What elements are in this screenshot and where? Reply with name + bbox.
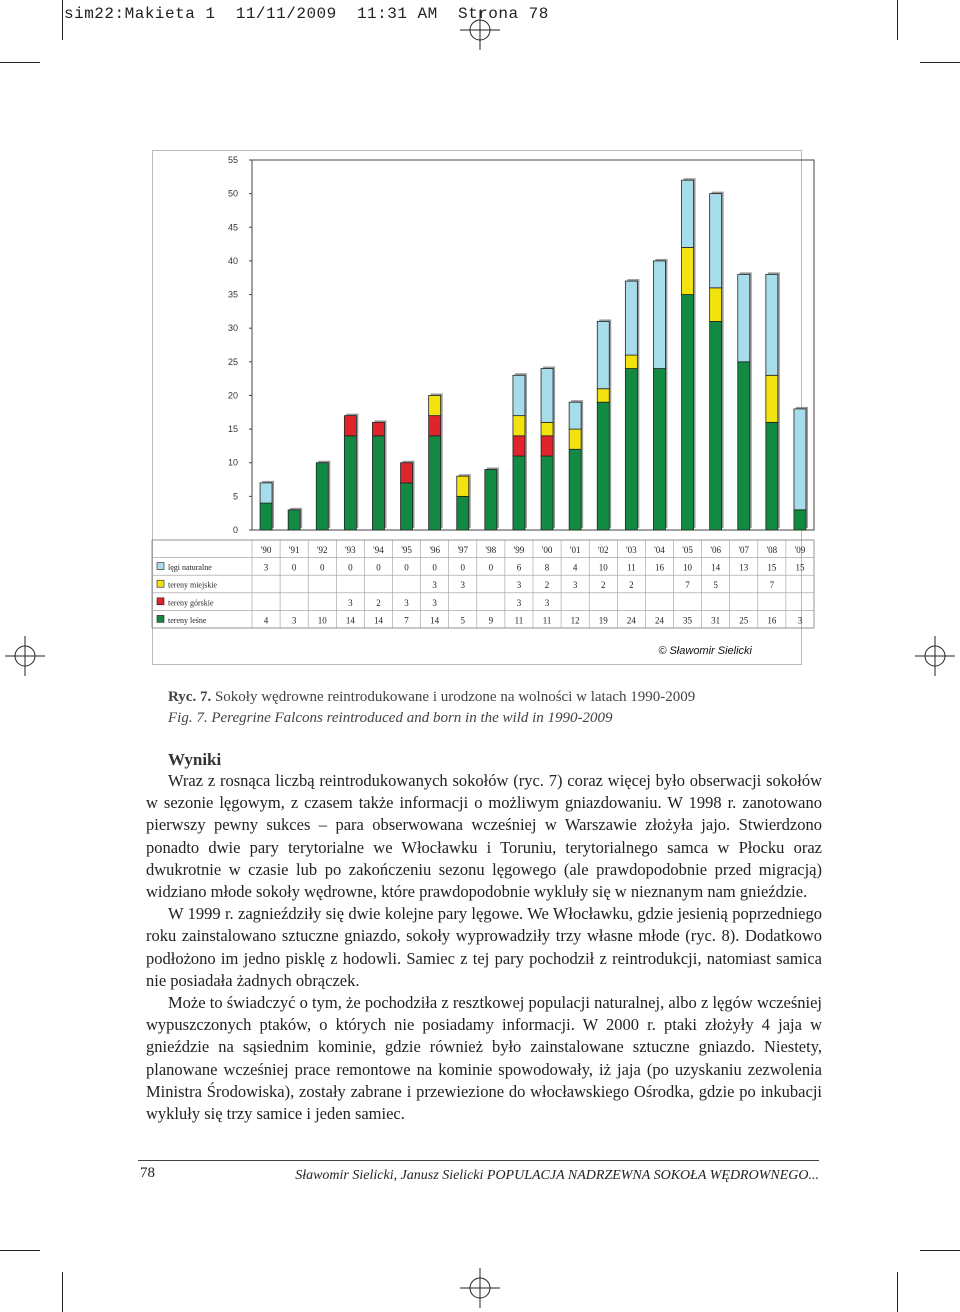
legend-swatch bbox=[157, 580, 164, 587]
legend-swatch bbox=[157, 598, 164, 605]
table-cell: 10 bbox=[598, 562, 608, 573]
table-cell: 3 bbox=[460, 580, 465, 591]
table-cell: 0 bbox=[376, 562, 381, 573]
bar-segment bbox=[794, 409, 806, 510]
x-tick-label: '06 bbox=[710, 545, 721, 555]
bar-segment bbox=[738, 274, 750, 361]
table-cell: 0 bbox=[460, 562, 465, 573]
table-cell: 6 bbox=[516, 562, 522, 573]
table-cell: 0 bbox=[488, 562, 494, 573]
page-number: 78 bbox=[140, 1165, 155, 1181]
bar-segment bbox=[429, 416, 441, 436]
y-tick-label: 5 bbox=[232, 491, 238, 502]
table-cell: 7 bbox=[769, 580, 775, 591]
x-tick-label: '96 bbox=[429, 545, 440, 555]
bar-segment bbox=[710, 194, 722, 288]
x-tick-label: '02 bbox=[597, 545, 609, 555]
paragraph: W 1999 r. zagnieździły się dwie kolejne pary lęgowe. We Włocławku, gdzie jesienią poprzedniego roku zainstalowano sztuczne gniazdo, sokoły wyprowadziły trzy własne młode (ryc. 8). Dodatkowo podłożono im jedno pisklę z hodowli. Samiec z tej pary pochodził z reintrodukcji, natomiast samica nie posiadała żadnych obrączek. bbox=[146, 904, 822, 990]
table-cell: 16 bbox=[767, 615, 777, 626]
table-cell: 3 bbox=[797, 615, 803, 626]
table-cell: 2 bbox=[601, 580, 606, 591]
bar-segment bbox=[541, 369, 553, 423]
bar-segment bbox=[401, 483, 413, 530]
running-head: Sławomir Sielicki, Janusz Sielicki POPULACJA NADRZEWNA SOKOŁA WĘDROWNEGO... bbox=[295, 1168, 819, 1183]
x-tick-label: '01 bbox=[569, 545, 581, 555]
y-tick-label: 15 bbox=[227, 424, 238, 435]
table-cell: 8 bbox=[544, 562, 550, 573]
table-cell: 31 bbox=[711, 615, 721, 626]
y-tick-label: 55 bbox=[227, 155, 238, 165]
falcon-chart-svg bbox=[152, 150, 806, 665]
x-tick-label: '09 bbox=[794, 545, 806, 555]
bar-segment bbox=[485, 469, 497, 530]
table-cell: 7 bbox=[685, 580, 690, 591]
bar-segment bbox=[513, 416, 525, 436]
table-cell: 3 bbox=[291, 615, 297, 626]
registration-mark-right bbox=[915, 636, 955, 676]
legend-label: tereny miejskie bbox=[168, 580, 218, 590]
bar-segment bbox=[625, 281, 637, 355]
table-cell: 3 bbox=[516, 597, 522, 608]
crop-mark bbox=[62, 1272, 63, 1312]
bar-segment bbox=[541, 436, 553, 456]
table-cell: 5 bbox=[713, 580, 718, 591]
bar-segment bbox=[682, 180, 694, 247]
x-tick-label: '90 bbox=[260, 545, 272, 555]
bar-segment bbox=[597, 402, 609, 530]
y-tick-label: 40 bbox=[227, 255, 238, 266]
paragraph: Może to świadczyć o tym, że pochodziła z resztkowej populacji naturalnej, albo z lęgów wcześniej wypuszczonych ptaków, o których nie posiadamy informacji. W 2000 r. ptaki złożyły 4 jaja w gnieździe na sąsiednim kominie, gdzie również było zainstalowane sztuczne gniazdo. Niestety, planowane wcześniej prace remontowe na kominie spowodowały, iż jaja (po uzyskaniu zezwolenia Ministra Środowiska), zostały zabrane i przewiezione do włocławskiego Ośrodka, gdzie po inkubacji wykluły się trzy samice i jeden samiec. bbox=[146, 993, 822, 1124]
bar-segment bbox=[260, 503, 272, 530]
table-cell: 0 bbox=[320, 562, 325, 573]
table-cell: 2 bbox=[376, 597, 381, 608]
bar-segment bbox=[372, 422, 384, 435]
table-cell: 11 bbox=[542, 615, 552, 626]
crop-mark bbox=[0, 62, 40, 63]
bar-segment bbox=[429, 395, 441, 415]
bar-segment bbox=[260, 483, 272, 503]
table-cell: 11 bbox=[514, 615, 524, 626]
table-cell: 24 bbox=[654, 615, 664, 626]
bar-segment bbox=[653, 369, 665, 530]
table-cell: 3 bbox=[516, 580, 522, 591]
figure-caption-pl bbox=[168, 689, 695, 706]
table-cell: 3 bbox=[544, 597, 550, 608]
x-tick-label: '03 bbox=[626, 545, 637, 555]
crop-mark bbox=[897, 0, 898, 40]
registration-mark-left bbox=[5, 636, 45, 676]
table-cell: 35 bbox=[683, 615, 693, 626]
y-tick-label: 25 bbox=[227, 356, 238, 367]
bar-segment bbox=[569, 402, 581, 429]
crop-mark bbox=[62, 0, 63, 40]
bar-segment bbox=[344, 416, 356, 436]
table-cell: 14 bbox=[430, 615, 440, 626]
bar-segment bbox=[513, 436, 525, 456]
bar-segment bbox=[682, 247, 694, 294]
table-cell: 3 bbox=[263, 562, 269, 573]
legend-label: tereny leśne bbox=[168, 615, 207, 625]
x-tick-label: '98 bbox=[485, 545, 497, 555]
table-cell: 3 bbox=[404, 597, 409, 608]
plot-area bbox=[252, 160, 814, 530]
table-cell: 0 bbox=[404, 562, 409, 573]
y-tick-label: 45 bbox=[227, 222, 238, 233]
table-cell: 12 bbox=[570, 615, 580, 626]
crop-mark bbox=[920, 62, 960, 63]
table-cell: 14 bbox=[373, 615, 383, 626]
crop-mark bbox=[897, 1272, 898, 1312]
registration-mark-top bbox=[460, 10, 500, 50]
bar-segment bbox=[569, 449, 581, 530]
bar-segment bbox=[766, 375, 778, 422]
caption-en-label: Fig. 7. bbox=[168, 710, 208, 726]
bar-segment bbox=[288, 510, 300, 530]
table-cell: 2 bbox=[629, 580, 634, 591]
table-cell: 13 bbox=[739, 562, 749, 573]
bar-segment bbox=[513, 456, 525, 530]
bar-segment bbox=[710, 288, 722, 322]
table-cell: 10 bbox=[317, 615, 327, 626]
bar-segment bbox=[513, 375, 525, 415]
y-tick-label: 30 bbox=[227, 323, 238, 334]
table-cell: 3 bbox=[348, 597, 353, 608]
crop-mark bbox=[920, 1250, 960, 1251]
x-tick-label: '95 bbox=[401, 545, 412, 555]
x-tick-label: '93 bbox=[345, 545, 356, 555]
bar-segment bbox=[541, 456, 553, 530]
bar-segment bbox=[766, 422, 778, 530]
bar-segment bbox=[344, 436, 356, 530]
paragraph: Wraz z rosnąca liczbą reintrodukowanych sokołów (ryc. 7) coraz więcej było obserwacji sokołów w sezonie lęgowym, z czasem także informacji o możliwym gniazdowaniu. W 1998 r. zanotowano pierwszy pewny sukces – para obserwowana wcześniej w Warszawie złożyła jajo. Stwierdzono ponadto dwie pary terytorialne we Włocławku i Toruniu, terytorialnego samca w Płocku oraz dwukrotnie w czasie lub po zakończeniu sezonu lęgowego (ale prawdopodobnie przed migracją) widziano młode sokoły wędrowne, które prawdopodobnie wykluły się w nieznanym nam gnieździe. bbox=[146, 771, 822, 902]
table-cell: 3 bbox=[432, 597, 437, 608]
table-cell: 4 bbox=[263, 615, 269, 626]
table-cell: 10 bbox=[683, 562, 693, 573]
table-cell: 0 bbox=[348, 562, 353, 573]
bar-segment bbox=[597, 389, 609, 402]
bar-segment bbox=[766, 274, 778, 375]
x-tick-label: '00 bbox=[541, 545, 553, 555]
table-cell: 5 bbox=[460, 615, 465, 626]
bar-segment bbox=[401, 463, 413, 483]
bar-segment bbox=[429, 436, 441, 530]
y-tick-label: 35 bbox=[227, 289, 238, 300]
y-tick-label: 20 bbox=[227, 390, 238, 401]
bar-segment bbox=[625, 369, 637, 530]
table-cell: 16 bbox=[654, 562, 664, 573]
table-cell: 15 bbox=[795, 562, 805, 573]
bar-segment bbox=[653, 261, 665, 369]
table-cell: 11 bbox=[627, 562, 636, 573]
table-cell: 9 bbox=[488, 615, 494, 626]
x-tick-label: '04 bbox=[654, 545, 665, 555]
x-tick-label: '91 bbox=[288, 545, 300, 555]
table-cell: 14 bbox=[711, 562, 721, 573]
x-tick-label: '05 bbox=[682, 545, 693, 555]
legend-swatch bbox=[157, 563, 164, 570]
y-tick-label: 10 bbox=[227, 457, 238, 468]
x-tick-label: '08 bbox=[766, 545, 778, 555]
caption-pl-text: Sokoły wędrowne reintrodukowane i urodzone na wolności w latach 1990-2009 bbox=[211, 689, 696, 705]
legend-swatch bbox=[157, 615, 164, 622]
table-cell: 4 bbox=[572, 562, 578, 573]
bar-segment bbox=[541, 422, 553, 435]
table-cell: 14 bbox=[345, 615, 355, 626]
x-tick-label: '92 bbox=[316, 545, 328, 555]
bar-segment bbox=[597, 321, 609, 388]
falcon-chart bbox=[152, 150, 806, 665]
table-cell: 7 bbox=[404, 615, 409, 626]
y-tick-label: 50 bbox=[227, 188, 238, 199]
table-cell: 2 bbox=[544, 580, 550, 591]
footer-rule bbox=[138, 1160, 819, 1161]
table-cell: 0 bbox=[432, 562, 437, 573]
caption-en-text: Peregrine Falcons reintroduced and born in the wild in 1990-2009 bbox=[207, 710, 613, 726]
bar-segment bbox=[372, 436, 384, 530]
copyright-text: © Sławomir Sielicki bbox=[658, 645, 752, 657]
bar-segment bbox=[625, 355, 637, 368]
table-cell: 0 bbox=[291, 562, 297, 573]
crop-mark bbox=[0, 1250, 40, 1251]
section-title: Wyniki bbox=[168, 750, 222, 769]
y-tick-label: 0 bbox=[232, 525, 238, 535]
x-tick-label: '99 bbox=[513, 545, 525, 555]
table-cell: 24 bbox=[626, 615, 636, 626]
x-tick-label: '07 bbox=[738, 545, 750, 555]
x-tick-label: '97 bbox=[457, 545, 469, 555]
x-tick-label: '94 bbox=[373, 545, 384, 555]
bar-segment bbox=[794, 510, 806, 530]
registration-mark-bottom bbox=[460, 1268, 500, 1308]
print-slug: sim22:Makieta 1 11/11/2009 11:31 AM Strona 78 bbox=[64, 5, 549, 23]
table-cell: 3 bbox=[432, 580, 437, 591]
figure-caption-en bbox=[168, 710, 613, 727]
bar-segment bbox=[569, 429, 581, 449]
bar-segment bbox=[738, 362, 750, 530]
table-cell: 19 bbox=[598, 615, 608, 626]
caption-pl-label: Ryc. 7. bbox=[168, 689, 212, 705]
legend-label: lęgi naturalne bbox=[168, 563, 212, 573]
bar-segment bbox=[710, 321, 722, 530]
bar-segment bbox=[457, 476, 469, 496]
bar-segment bbox=[316, 463, 328, 530]
body-text bbox=[146, 770, 822, 1125]
table-cell: 3 bbox=[572, 580, 578, 591]
legend-label: tereny górskie bbox=[168, 598, 214, 608]
bar-segment bbox=[682, 295, 694, 530]
table-cell: 15 bbox=[767, 562, 777, 573]
bar-segment bbox=[457, 496, 469, 530]
table-cell: 25 bbox=[739, 615, 749, 626]
